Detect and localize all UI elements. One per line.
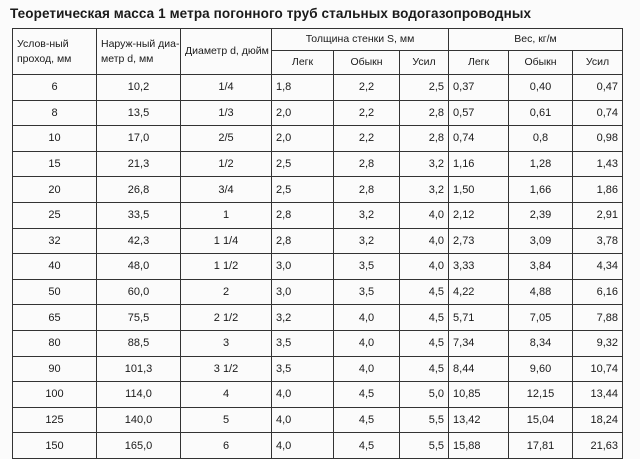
header-wall-thickness: Толщина стенки S, мм: [272, 29, 449, 51]
cell-wall-reinforced: 4,0: [400, 202, 449, 228]
cell-weight-reinforced: 9,32: [573, 330, 623, 356]
cell-outer-diameter: 13,5: [97, 100, 181, 126]
cell-diameter-inch: 3/4: [181, 177, 272, 203]
cell-outer-diameter: 88,5: [97, 330, 181, 356]
table-row: [13, 126, 623, 152]
cell-weight-reinforced: 13,44: [573, 382, 623, 408]
cell-weight-ordinary: 3,09: [509, 228, 573, 254]
cell-outer-diameter: 140,0: [97, 407, 181, 433]
cell-wall-ordinary: 3,5: [334, 254, 400, 280]
cell-outer-diameter: 21,3: [97, 151, 181, 177]
cell-nominal-bore: 90: [13, 356, 97, 382]
cell-wall-light: 2,8: [272, 202, 334, 228]
cell-wall-ordinary: 4,0: [334, 305, 400, 331]
header-weight-light: Легк: [449, 51, 509, 75]
cell-outer-diameter: 114,0: [97, 382, 181, 408]
cell-nominal-bore: 15: [13, 151, 97, 177]
header-diameter-inch: Диаметр d, дюйм: [181, 29, 272, 75]
cell-weight-reinforced: 0,74: [573, 100, 623, 126]
cell-wall-ordinary: 3,2: [334, 202, 400, 228]
cell-weight-reinforced: 4,34: [573, 254, 623, 280]
table-row: [13, 151, 623, 177]
header-weight: Вес, кг/м: [449, 29, 623, 51]
cell-wall-ordinary: 2,2: [334, 75, 400, 101]
cell-diameter-inch: 5: [181, 407, 272, 433]
page-title: Теоретическая масса 1 метра погонного труб стальных водогазопроводных: [10, 6, 532, 21]
cell-weight-ordinary: 17,81: [509, 433, 573, 459]
table-row: [13, 305, 623, 331]
cell-weight-light: 0,74: [449, 126, 509, 152]
table-row: [13, 407, 623, 433]
cell-outer-diameter: 26,8: [97, 177, 181, 203]
cell-nominal-bore: 125: [13, 407, 97, 433]
cell-wall-reinforced: 3,2: [400, 177, 449, 203]
cell-weight-reinforced: 1,86: [573, 177, 623, 203]
table-row: [13, 75, 623, 101]
cell-wall-reinforced: 4,0: [400, 254, 449, 280]
cell-wall-light: 2,8: [272, 228, 334, 254]
cell-diameter-inch: 1/2: [181, 151, 272, 177]
cell-wall-ordinary: 4,5: [334, 382, 400, 408]
cell-wall-light: 2,5: [272, 177, 334, 203]
cell-nominal-bore: 32: [13, 228, 97, 254]
cell-nominal-bore: 50: [13, 279, 97, 305]
cell-wall-light: 4,0: [272, 382, 334, 408]
cell-nominal-bore: 40: [13, 254, 97, 280]
cell-weight-light: 15,88: [449, 433, 509, 459]
cell-nominal-bore: 65: [13, 305, 97, 331]
cell-diameter-inch: 1 1/2: [181, 254, 272, 280]
cell-weight-light: 2,12: [449, 202, 509, 228]
table-row: [13, 382, 623, 408]
cell-weight-light: 7,34: [449, 330, 509, 356]
header-outer-diameter: Наруж-ный диа- метр d, мм: [97, 29, 181, 75]
cell-wall-reinforced: 2,5: [400, 75, 449, 101]
cell-wall-reinforced: 4,0: [400, 228, 449, 254]
cell-wall-reinforced: 3,2: [400, 151, 449, 177]
cell-weight-reinforced: 7,88: [573, 305, 623, 331]
cell-outer-diameter: 33,5: [97, 202, 181, 228]
table-row: [13, 177, 623, 203]
cell-wall-reinforced: 4,5: [400, 305, 449, 331]
cell-outer-diameter: 17,0: [97, 126, 181, 152]
cell-weight-reinforced: 0,98: [573, 126, 623, 152]
header-wall-light: Легк: [272, 51, 334, 75]
cell-wall-ordinary: 4,5: [334, 407, 400, 433]
cell-wall-light: 2,0: [272, 100, 334, 126]
cell-weight-reinforced: 1,43: [573, 151, 623, 177]
cell-nominal-bore: 10: [13, 126, 97, 152]
cell-diameter-inch: 3: [181, 330, 272, 356]
cell-weight-light: 0,37: [449, 75, 509, 101]
cell-wall-light: 3,5: [272, 330, 334, 356]
cell-outer-diameter: 60,0: [97, 279, 181, 305]
pipe-weight-table: [12, 28, 623, 459]
cell-nominal-bore: 80: [13, 330, 97, 356]
cell-weight-light: 4,22: [449, 279, 509, 305]
cell-wall-ordinary: 2,8: [334, 177, 400, 203]
cell-nominal-bore: 6: [13, 75, 97, 101]
cell-diameter-inch: 1/4: [181, 75, 272, 101]
cell-weight-light: 8,44: [449, 356, 509, 382]
cell-wall-reinforced: 4,5: [400, 279, 449, 305]
cell-diameter-inch: 1: [181, 202, 272, 228]
cell-weight-ordinary: 0,8: [509, 126, 573, 152]
cell-outer-diameter: 42,3: [97, 228, 181, 254]
header-weight-reinforced: Усил: [573, 51, 623, 75]
cell-wall-ordinary: 4,0: [334, 356, 400, 382]
cell-wall-ordinary: 2,2: [334, 100, 400, 126]
table-row: [13, 330, 623, 356]
cell-wall-ordinary: 4,5: [334, 433, 400, 459]
cell-weight-light: 5,71: [449, 305, 509, 331]
cell-nominal-bore: 25: [13, 202, 97, 228]
cell-nominal-bore: 20: [13, 177, 97, 203]
cell-wall-light: 3,2: [272, 305, 334, 331]
cell-weight-light: 1,50: [449, 177, 509, 203]
cell-diameter-inch: 4: [181, 382, 272, 408]
cell-weight-ordinary: 1,28: [509, 151, 573, 177]
cell-weight-ordinary: 2,39: [509, 202, 573, 228]
table-row: [13, 100, 623, 126]
cell-nominal-bore: 100: [13, 382, 97, 408]
cell-diameter-inch: 1 1/4: [181, 228, 272, 254]
cell-nominal-bore: 8: [13, 100, 97, 126]
cell-weight-ordinary: 1,66: [509, 177, 573, 203]
table-row: [13, 356, 623, 382]
header-wall-ordinary: Обыкн: [334, 51, 400, 75]
cell-wall-light: 3,0: [272, 254, 334, 280]
cell-wall-ordinary: 3,5: [334, 279, 400, 305]
cell-diameter-inch: 2: [181, 279, 272, 305]
cell-wall-ordinary: 3,2: [334, 228, 400, 254]
cell-weight-ordinary: 4,88: [509, 279, 573, 305]
table-row: [13, 202, 623, 228]
cell-wall-light: 2,0: [272, 126, 334, 152]
cell-weight-ordinary: 0,61: [509, 100, 573, 126]
table-row: [13, 433, 623, 459]
cell-weight-light: 3,33: [449, 254, 509, 280]
cell-weight-reinforced: 2,91: [573, 202, 623, 228]
cell-outer-diameter: 10,2: [97, 75, 181, 101]
cell-weight-reinforced: 10,74: [573, 356, 623, 382]
cell-wall-ordinary: 4,0: [334, 330, 400, 356]
cell-outer-diameter: 48,0: [97, 254, 181, 280]
cell-wall-reinforced: 5,5: [400, 433, 449, 459]
cell-nominal-bore: 150: [13, 433, 97, 459]
cell-weight-reinforced: 21,63: [573, 433, 623, 459]
header-weight-ordinary: Обыкн: [509, 51, 573, 75]
cell-weight-reinforced: 18,24: [573, 407, 623, 433]
cell-outer-diameter: 75,5: [97, 305, 181, 331]
cell-diameter-inch: 1/3: [181, 100, 272, 126]
cell-weight-reinforced: 6,16: [573, 279, 623, 305]
cell-diameter-inch: 2 1/2: [181, 305, 272, 331]
cell-diameter-inch: 3 1/2: [181, 356, 272, 382]
table-body: [13, 75, 623, 459]
cell-wall-reinforced: 2,8: [400, 100, 449, 126]
cell-weight-ordinary: 3,84: [509, 254, 573, 280]
cell-weight-reinforced: 3,78: [573, 228, 623, 254]
cell-wall-light: 3,5: [272, 356, 334, 382]
cell-weight-ordinary: 15,04: [509, 407, 573, 433]
cell-weight-ordinary: 12,15: [509, 382, 573, 408]
header-wall-reinforced: Усил: [400, 51, 449, 75]
cell-outer-diameter: 165,0: [97, 433, 181, 459]
cell-weight-light: 1,16: [449, 151, 509, 177]
cell-wall-ordinary: 2,2: [334, 126, 400, 152]
table-row: [13, 279, 623, 305]
table-row: [13, 228, 623, 254]
cell-diameter-inch: 2/5: [181, 126, 272, 152]
cell-weight-ordinary: 9,60: [509, 356, 573, 382]
cell-weight-light: 10,85: [449, 382, 509, 408]
header-nominal-bore: Услов-ный проход, мм: [13, 29, 97, 75]
cell-wall-light: 2,5: [272, 151, 334, 177]
cell-weight-reinforced: 0,47: [573, 75, 623, 101]
cell-weight-light: 2,73: [449, 228, 509, 254]
cell-weight-light: 13,42: [449, 407, 509, 433]
cell-wall-light: 4,0: [272, 407, 334, 433]
cell-wall-reinforced: 5,5: [400, 407, 449, 433]
cell-wall-light: 4,0: [272, 433, 334, 459]
cell-weight-ordinary: 7,05: [509, 305, 573, 331]
cell-wall-light: 3,0: [272, 279, 334, 305]
cell-wall-ordinary: 2,8: [334, 151, 400, 177]
cell-wall-light: 1,8: [272, 75, 334, 101]
cell-wall-reinforced: 5,0: [400, 382, 449, 408]
table-row: [13, 254, 623, 280]
cell-wall-reinforced: 4,5: [400, 330, 449, 356]
cell-weight-ordinary: 0,40: [509, 75, 573, 101]
cell-outer-diameter: 101,3: [97, 356, 181, 382]
cell-weight-ordinary: 8,34: [509, 330, 573, 356]
cell-weight-light: 0,57: [449, 100, 509, 126]
cell-wall-reinforced: 4,5: [400, 356, 449, 382]
cell-diameter-inch: 6: [181, 433, 272, 459]
cell-wall-reinforced: 2,8: [400, 126, 449, 152]
